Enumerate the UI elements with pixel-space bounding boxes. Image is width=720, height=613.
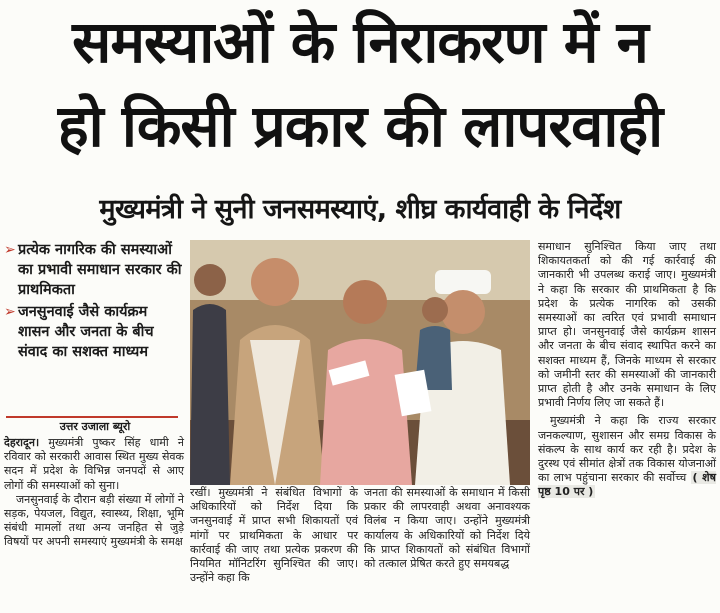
headline: [0, 0, 720, 168]
headline-line-2: हो किसी प्रकार की लापरवाही: [57, 92, 663, 160]
column-text: मुख्यमंत्री पुष्कर सिंह धामी ने रविवार को सरकारी आवास स्थित मुख्य सेवक सदन में प्रदेश के विभिन्न जनपदों से आए लोगों की समस्याओं को सुना।: [4, 436, 184, 492]
headline-line-1: समस्याओं के निराकरण में न: [72, 8, 648, 76]
byline: उत्तर उजाला ब्यूरो: [59, 420, 131, 433]
subheadline: मुख्यमंत्री ने सुनी जनसमस्याएं, शीघ्र कार्यवाही के निर्देश: [99, 194, 621, 225]
column-text: जनता की समस्याओं के समाधान में किसी प्रकार की लापरवाही अथवा अनावश्यक विलंब न किया जाए। उन्होंने मुख्यमंत्री कार्यालय के अधिकारियों को निर्देश दिये कि प्राप्त शिकायतों को संबंधित विभागों को तत्काल प्रेषित करते हुए समयबद्ध: [364, 486, 530, 571]
dateline: देहरादून।: [4, 436, 40, 449]
highlights-box: [4, 240, 182, 364]
highlight-item: [4, 240, 182, 300]
column-text: समाधान सुनिश्चित किया जाए तथा शिकायतकर्ता को की गई कार्रवाई की जानकारी भी उपलब्ध कराई जाए। मुख्यमंत्री ने कहा कि सरकार की प्राथमिकता है कि प्रदेश के प्रत्येक नागरिक को उसकी समस्याओं का त्वरित एवं प्रभावी समाधान प्राप्त हो। जनसुनवाई जैसे कार्यक्रम शासन और जनता के बीच संवाद स्थापित करने का सशक्त माध्यम हैं, जिनके माध्यम से सरकार को जमीनी स्तर की समस्याओं की जानकारी प्राप्त होती है और उनके समाधान के लिए प्रभावी निर्णय लिए जा सकते हैं।: [538, 240, 716, 410]
highlight-item: [4, 302, 182, 362]
article-column-3: [364, 486, 530, 571]
highlight-text: जनसुनवाई जैसे कार्यक्रम शासन और जनता के बीच संवाद का सशक्त माध्यम: [18, 304, 154, 360]
article-column-2: [190, 486, 358, 585]
news-photo: [190, 240, 530, 485]
arrow-icon: ➢: [4, 304, 16, 320]
article-column-4: [538, 240, 716, 500]
article-column-1: [4, 436, 184, 550]
column-text: जनसुनवाई के दौरान बड़ी संख्या में लोगों ने सड़क, पेयजल, विद्युत, स्वास्थ्य, शिक्षा, भूमि संबंधी मामलों तथा अन्य जनहित से जुड़े विषयों पर अपनी समस्याएं मुख्यमंत्री के समक्ष: [4, 492, 184, 549]
column-text: मुख्यमंत्री ने कहा कि राज्य सरकार जनकल्याण, सुशासन और समग्र विकास के संकल्प के साथ कार्य कर रही है। प्रदेश के दुरस्थ एवं सीमांत क्षेत्रों तक विकास योजनाओं का लाभ पहुंचाना सरकार की सर्वोच्च: [538, 414, 716, 485]
divider: [6, 416, 178, 418]
continued-note: ( शेष पृष्ठ 10 पर ): [538, 471, 717, 499]
highlight-text: प्रत्येक नागरिक की समस्याओं का प्रभावी समाधान सरकार की प्राथमिकता: [18, 242, 182, 298]
arrow-icon: ➢: [4, 242, 16, 258]
column-text: रखीं। मुख्यमंत्री ने संबंधित विभागों के अधिकारियों को निर्देश दिया कि जनसुनवाई में प्राप्त सभी शिकायतों एवं मांगों पर प्राथमिकता के आधार पर कार्रवाई की जाए तथा प्रत्येक प्रकरण की नियमित मॉनिटरिंग सुनिश्चित की जाए। उन्होंने कहा कि: [190, 486, 358, 585]
